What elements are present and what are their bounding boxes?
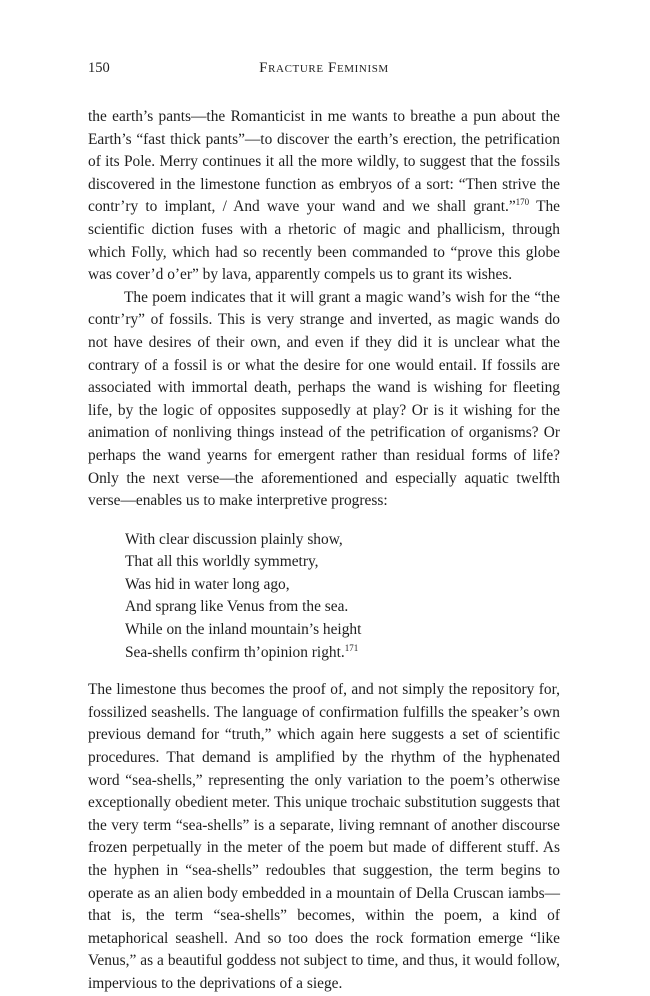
- book-title: Fracture Feminism: [259, 60, 389, 76]
- verse-line-text: Sea-shells confirm th’opinion right.: [125, 643, 345, 661]
- verse-line: That all this worldly symmetry,: [125, 553, 319, 571]
- paragraph-2-text: The poem indicates that it will grant a magic wand’s wish for the “the contr’ry” of fossils. This is very strange and inverted, as magic wands do not have desires of their own, and even if they did it is unclear what the contrary of a fossil is or what the desire for one would entail. If fossils are associated with immortal death, perhaps the wand is wishing for fleeting life, by the logic of opposites supposedly at play? Or is it wishing for the animation of nonliving things instead of the petrification of organisms? Or perhaps the wand yearns for emergent rather than residual forms of life? Only the next verse—the aforementioned and especially aquatic twelfth verse—enables us to make interpretive progress:: [88, 288, 560, 510]
- paragraph-1-text: the earth’s pants—the Romanticist in me wants to breathe a pun about the Earth’s “fast thick pants”—to discover the earth’s erection, the petrification of its Pole. Merry continues it all the more wildly, to suggest that the fossils discovered in the limestone function as embryos of a sort: “Then strive the contr’ry to implant, / And wave your wand and we shall grant.”: [88, 108, 560, 216]
- verse-quotation: [125, 529, 560, 665]
- footnote-ref-171: 171: [344, 642, 359, 653]
- paragraph-1-text-continued: The scientific diction fuses with a rhetoric of magic and phallicism, through which Folly, which had so recently been commanded to “prove this globe was cover’d o’er” by lava, apparently compels us to grant its wishes.: [88, 198, 561, 284]
- body-text: [88, 106, 560, 996]
- running-head: [88, 60, 560, 80]
- verse-line: And sprang like Venus from the sea.: [125, 598, 349, 616]
- paragraph-1: [88, 106, 560, 287]
- footnote-ref-170: 170: [515, 197, 530, 208]
- page-number: 150: [88, 60, 110, 76]
- verse-line: With clear discussion plainly show,: [125, 530, 343, 548]
- verse-line-last: [125, 642, 560, 665]
- verse-line: Was hid in water long ago,: [125, 575, 290, 593]
- paragraph-3: [88, 679, 560, 995]
- paragraph-2: [88, 287, 560, 513]
- paragraph-3-text: The limestone thus becomes the proof of, and not simply the repository for, fossilized seashells. The language of confirmation fulfills the speaker’s own previous demand for “truth,” which again here suggests a set of scientific procedures. That demand is amplified by the rhythm of the hyphenated word “sea-shells,” representing the only variation to the poem’s otherwise exceptionally obedient meter. This unique trochaic substitution suggests that the very term “sea-shells” is a separate, living remnant of another discourse frozen perpetually in the meter of the poem but made of different stuff. As the hyphen in “sea-shells” redoubles that suggestion, the term begins to operate as an alien body embedded in a mountain of Della Cruscan iambs—that is, the term “sea-shells” becomes, within the poem, a kind of metaphorical seashell. And so too does the rock formation emerge “like Venus,” as a beautiful goddess not subject to time, and thus, it would follow, impervious to the deprivations of a siege.: [88, 681, 560, 992]
- verse-line: While on the inland mountain’s height: [125, 621, 362, 639]
